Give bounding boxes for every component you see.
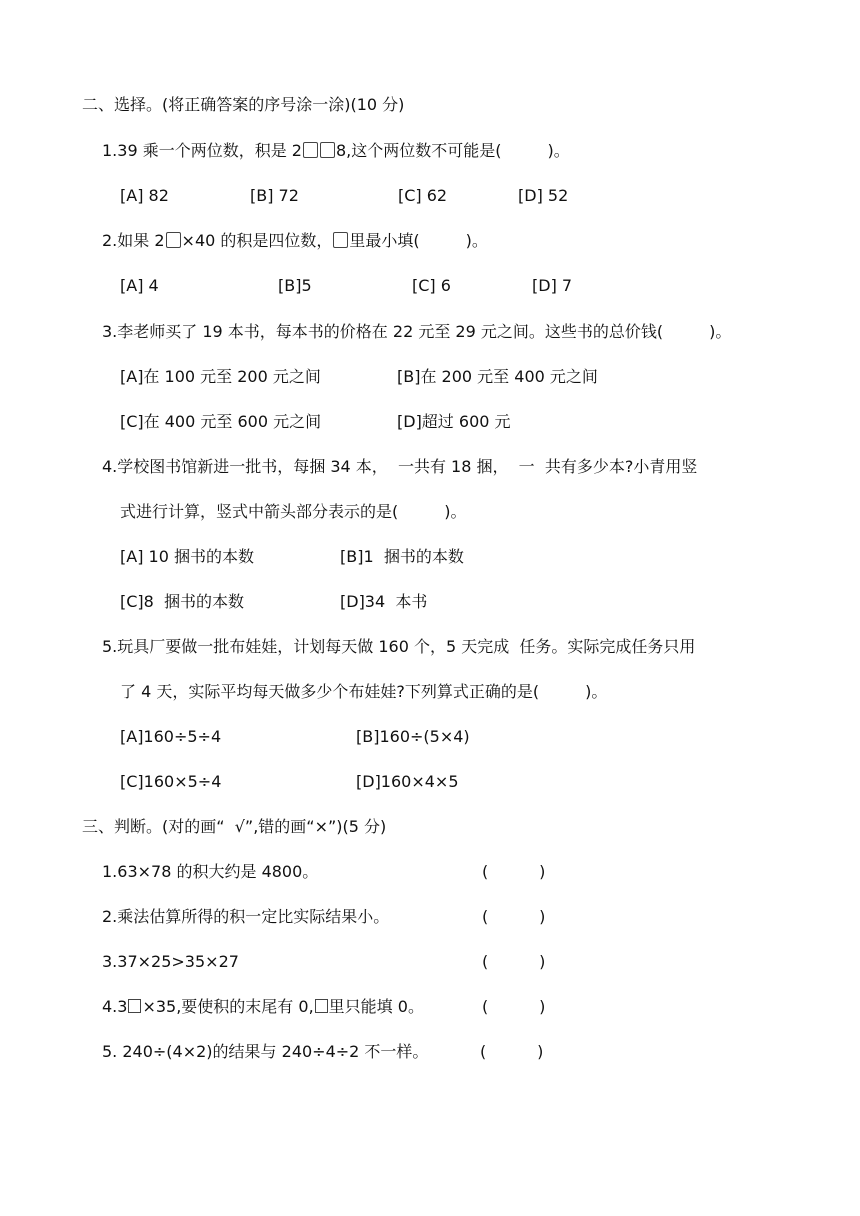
option-d[interactable]: [D]160×4×5	[356, 772, 459, 791]
question-5-text: 了 4 天，实际平均每天做多少个布娃娃?下列算式正确的是(	[120, 682, 540, 701]
judge-item-3-text: 3.37×25>35×27	[102, 952, 239, 971]
judge-item-2-bracket[interactable]: ( )	[482, 907, 546, 926]
option-a[interactable]: [A] 82	[120, 186, 169, 205]
question-2-close: )。	[465, 231, 488, 250]
option-c[interactable]: [C]在 400 元至 600 元之间	[120, 412, 322, 431]
option-d[interactable]: [D]超过 600 元	[397, 412, 511, 431]
section-2-title: 二、选择。(将正确答案的序号涂一涂)(10 分)	[82, 95, 405, 114]
judge-item-1-bracket[interactable]: ( )	[482, 862, 546, 881]
question-1	[102, 140, 570, 162]
judge-item-4-text-pre: 4.3	[102, 997, 128, 1016]
option-a[interactable]: [A] 10 捆书的本数	[120, 547, 254, 566]
option-a[interactable]: [A] 4	[120, 276, 159, 295]
question-4-line-1: 4.学校图书馆新进一批书，每捆 34 本， 一共有 18 捆， 一 共有多少本?小青用竖	[102, 457, 698, 476]
judge-item-4-text-mid: ×35,要使积的末尾有 0,	[142, 997, 314, 1016]
option-c[interactable]: [C] 62	[398, 186, 448, 205]
question-3-text: 3.李老师买了 19 本书，每本书的价格在 22 元至 29 元之间。这些书的总价钱(	[102, 322, 664, 341]
question-5-line-2	[120, 681, 607, 703]
judge-item-2-text: 2.乘法估算所得的积一定比实际结果小。	[102, 907, 390, 926]
judge-item-4	[102, 996, 424, 1018]
question-2	[102, 230, 488, 252]
section-3-title: 三、判断。(对的画“ √”,错的画“×”)(5 分)	[82, 817, 387, 836]
blank-box-icon	[315, 999, 328, 1013]
blank-box-icon	[320, 142, 335, 158]
option-c[interactable]: [C] 6	[412, 276, 451, 295]
question-4-text: 式进行计算，竖式中箭头部分表示的是(	[120, 502, 399, 521]
judge-item-5-text: 5. 240÷(4×2)的结果与 240÷4÷2 不一样。	[102, 1042, 429, 1061]
judge-item-4-bracket[interactable]: ( )	[482, 997, 546, 1016]
blank-box-icon	[303, 142, 318, 158]
judge-item-5-bracket[interactable]: ( )	[480, 1042, 544, 1061]
option-b[interactable]: [B] 72	[250, 186, 299, 205]
blank-box-icon	[128, 999, 141, 1013]
option-a[interactable]: [A]在 100 元至 200 元之间	[120, 367, 321, 386]
question-4-line-2	[120, 501, 467, 523]
option-d[interactable]: [D]34 本书	[340, 592, 428, 611]
option-b[interactable]: [B]在 200 元至 400 元之间	[397, 367, 598, 386]
blank-box-icon	[166, 232, 181, 248]
option-d[interactable]: [D] 7	[532, 276, 573, 295]
question-1-text-pre: 1.39 乘一个两位数，积是 2	[102, 141, 302, 160]
question-4-close: )。	[444, 502, 467, 521]
question-3-close: )。	[709, 322, 732, 341]
option-c[interactable]: [C]160×5÷4	[120, 772, 222, 791]
judge-item-4-text-post: 里只能填 0。	[328, 997, 424, 1016]
option-b[interactable]: [B]5	[278, 276, 312, 295]
question-5-line-1: 5.玩具厂要做一批布娃娃，计划每天做 160 个，5 天完成 任务。实际完成任务只用	[102, 637, 696, 656]
question-3	[102, 321, 731, 343]
option-b[interactable]: [B]160÷(5×4)	[356, 727, 470, 746]
option-b[interactable]: [B]1 捆书的本数	[340, 547, 464, 566]
option-a[interactable]: [A]160÷5÷4	[120, 727, 222, 746]
question-2-text-post: 里最小填(	[349, 231, 420, 250]
question-2-text-pre: 2.如果 2	[102, 231, 165, 250]
question-1-text-post: 8,这个两位数不可能是(	[335, 141, 502, 160]
judge-item-3-bracket[interactable]: ( )	[482, 952, 546, 971]
blank-box-icon	[333, 232, 348, 248]
option-c[interactable]: [C]8 捆书的本数	[120, 592, 245, 611]
question-2-text-mid: ×40 的积是四位数，	[181, 231, 333, 250]
judge-item-1-text: 1.63×78 的积大约是 4800。	[102, 862, 319, 881]
question-5-close: )。	[585, 682, 608, 701]
option-d[interactable]: [D] 52	[518, 186, 569, 205]
question-1-close: )。	[547, 141, 570, 160]
